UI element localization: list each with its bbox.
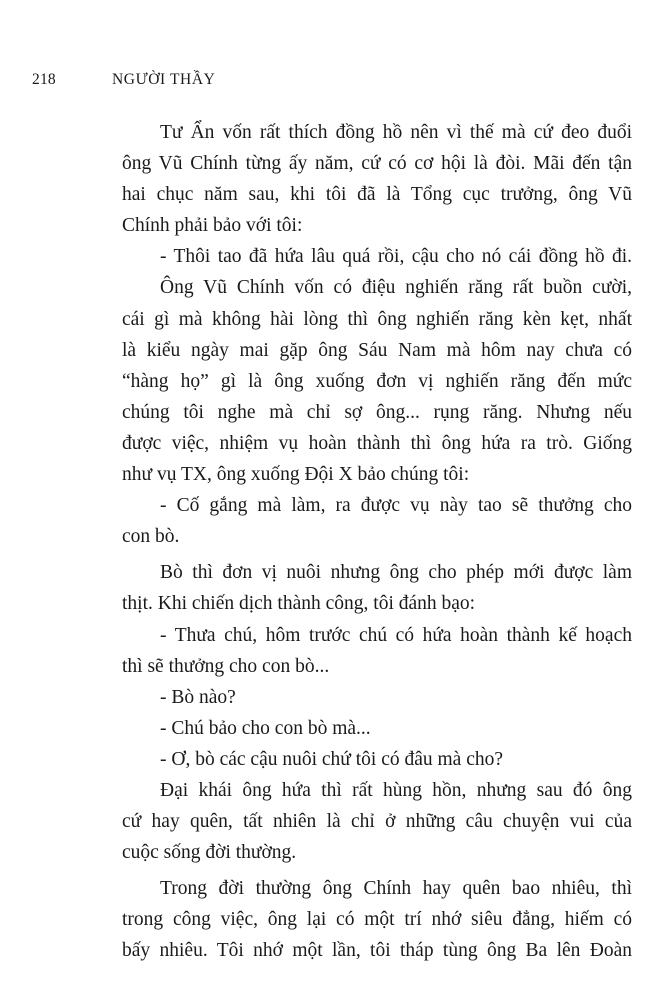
text-line: chúng tôi nghe mà chỉ sợ ông... rụng răng. Nhưng nếu — [122, 401, 632, 423]
text-line: - Ơ, bò các cậu nuôi chứ tôi có đâu mà cho? — [160, 748, 504, 770]
page-number: 218 — [32, 71, 56, 88]
text-line: được việc, nhiệm vụ hoàn thành thì ông hứa ra trò. Giống — [122, 432, 632, 454]
text-line: như vụ TX, ông xuống Đội X bảo chúng tôi: — [122, 464, 470, 486]
text-line: thịt. Khi chiến dịch thành công, tôi đánh bạo: — [122, 593, 476, 615]
text-line: cứ hay quên, tất nhiên là chỉ ở những câu chuyện vui của — [122, 811, 632, 833]
text-line: Đại khái ông hứa thì rất hùng hồn, nhưng sau đó ông — [160, 779, 632, 801]
text-line: - Thưa chú, hôm trước chú có hứa hoàn thành kế hoạch — [160, 624, 632, 646]
text-line: Bò thì đơn vị nuôi nhưng ông cho phép mới được làm — [160, 562, 632, 584]
text-line: thì sẽ thưởng cho con bò... — [122, 655, 330, 677]
running-title: NGƯỜI THẦY — [112, 71, 216, 88]
text-line: trong công việc, ông lại có một trí nhớ siêu đẳng, hiếm có — [122, 909, 632, 931]
text-line: Trong đời thường ông Chính hay quên bao nhiêu, thì — [160, 878, 632, 900]
text-line: là kiểu ngày mai gặp ông Sáu Nam mà hôm nay chưa có — [122, 339, 632, 361]
text-line: cái gì mà không hài lòng thì ông nghiến răng kèn kẹt, nhất — [122, 308, 632, 330]
text-line: Ông Vũ Chính vốn có điệu nghiến răng rất buồn cười, — [160, 277, 632, 299]
text-line: Chính phải bảo với tôi: — [122, 215, 303, 237]
text-line: hai chục năm sau, khi tôi đã là Tổng cục trưởng, ông Vũ — [122, 184, 632, 206]
text-line: - Chú bảo cho con bò mà... — [160, 717, 371, 739]
text-line: “hàng họ” gì là ông xuống đơn vị nghiến răng đến mức — [122, 370, 632, 392]
body-text — [122, 117, 632, 967]
text-line: ông Vũ Chính từng ấy năm, cứ có cơ hội là đòi. Mãi đến tận — [122, 153, 632, 175]
text-line: - Cố gắng mà làm, ra được vụ này tao sẽ thưởng cho — [160, 495, 632, 517]
text-line: bấy nhiêu. Tôi nhớ một lần, tôi tháp tùng ông Ba lên Đoàn — [122, 940, 632, 962]
text-line: cuộc sống đời thường. — [122, 842, 297, 864]
text-line: - Thôi tao đã hứa lâu quá rồi, cậu cho nó cái đồng hồ đi. — [160, 246, 632, 268]
text-line: - Bò nào? — [160, 686, 236, 708]
text-line: Tư Ẩn vốn rất thích đồng hồ nên vì thế mà cứ đeo đuổi — [160, 122, 632, 143]
text-line: con bò. — [122, 526, 180, 548]
page-header — [32, 71, 215, 89]
